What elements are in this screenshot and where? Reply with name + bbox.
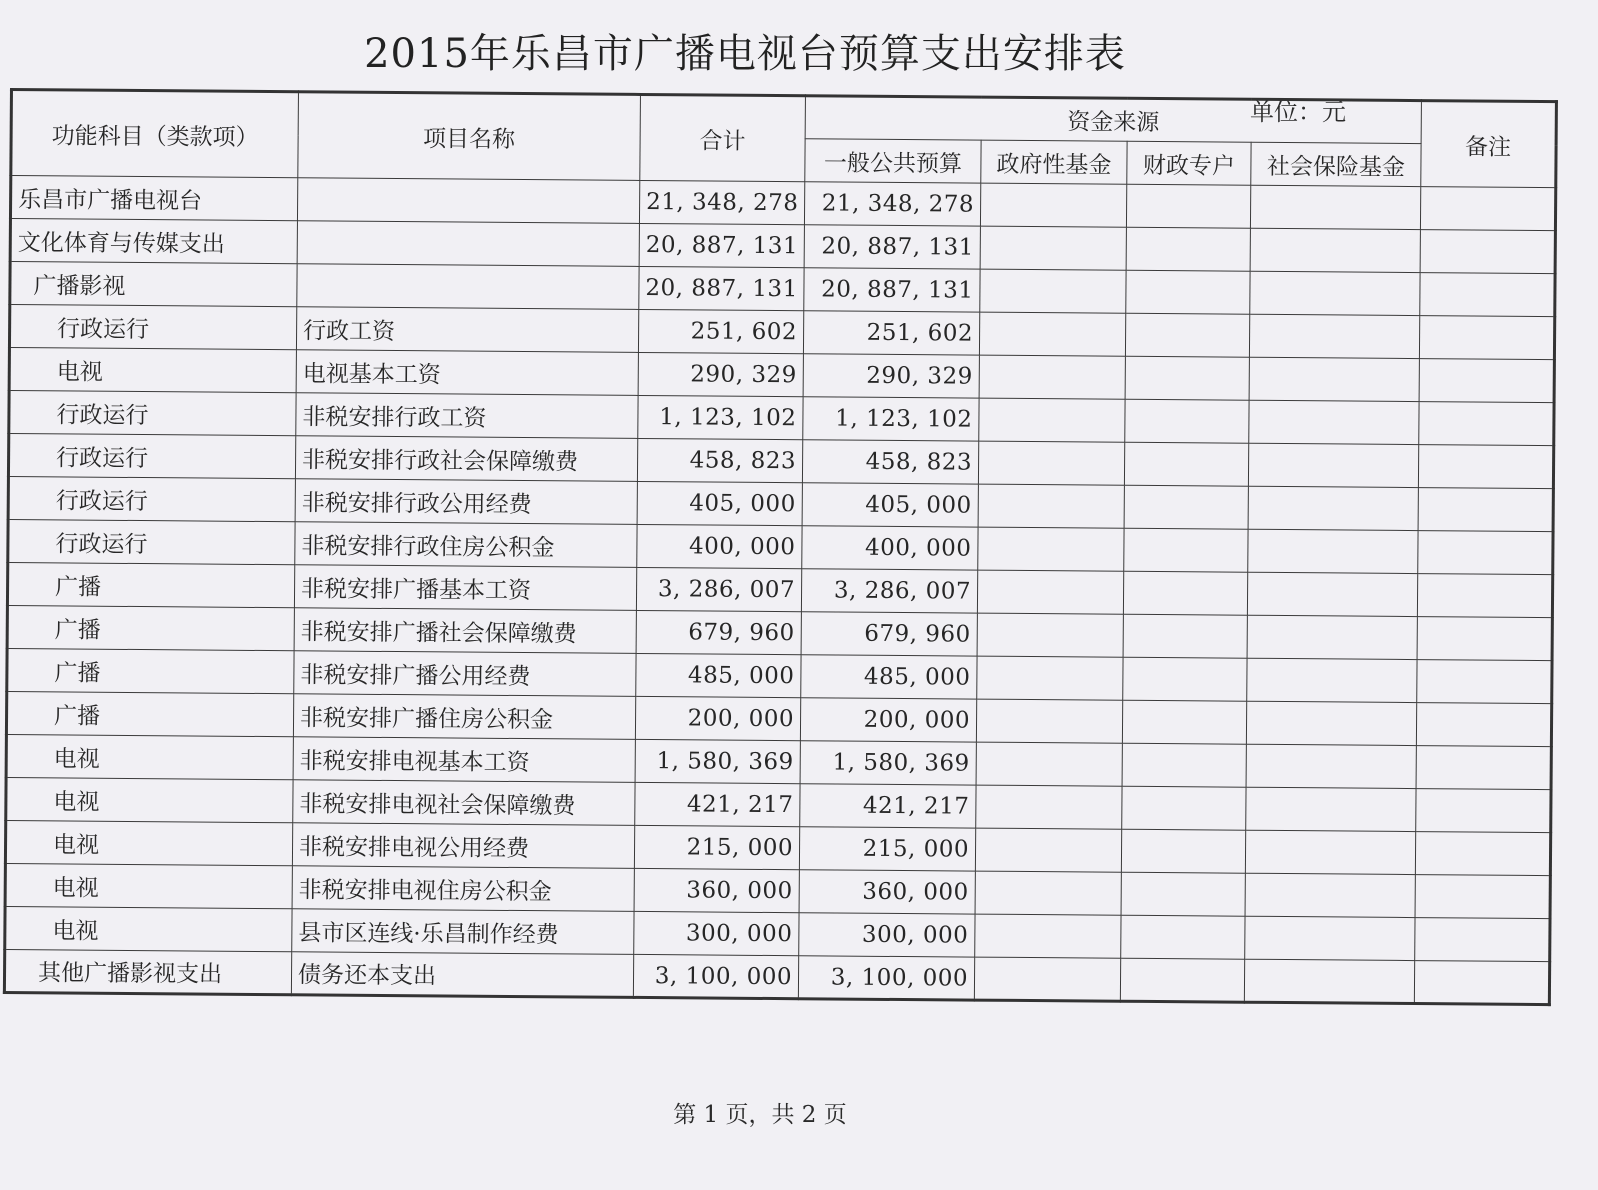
cell-social-fund xyxy=(1246,744,1416,788)
page-title: 2015年乐昌市广播电视台预算支出安排表 xyxy=(364,31,1126,77)
cell-general-budget: 360, 000 xyxy=(799,870,975,914)
header-row-top xyxy=(11,90,1556,145)
cell-remark xyxy=(1414,961,1549,1005)
cell-total: 251, 602 xyxy=(638,309,803,353)
cell-finance-special xyxy=(1123,571,1247,615)
cell-remark xyxy=(1416,789,1551,833)
cell-social-fund xyxy=(1245,916,1415,960)
cell-social-fund xyxy=(1250,271,1420,315)
cell-gov-fund xyxy=(978,441,1124,485)
unit-label: 单位：元 xyxy=(1250,98,1346,126)
cell-social-fund xyxy=(1248,486,1418,530)
header-subject: 功能科目（类款项） xyxy=(11,90,299,178)
cell-gov-fund xyxy=(980,183,1126,227)
cell-gov-fund xyxy=(977,656,1123,700)
cell-total: 21, 348, 278 xyxy=(639,180,804,224)
cell-general-budget: 458, 823 xyxy=(802,440,978,484)
cell-subject: 其他广播影视支出 xyxy=(4,949,291,994)
cell-project: 非税安排行政工资 xyxy=(296,393,638,439)
cell-project: 非税安排广播社会保障缴费 xyxy=(294,608,636,654)
cell-general-budget: 485, 000 xyxy=(801,655,977,699)
cell-finance-special xyxy=(1121,829,1245,873)
cell-finance-special xyxy=(1122,700,1246,744)
cell-total: 360, 000 xyxy=(634,868,799,912)
cell-general-budget: 20, 887, 131 xyxy=(804,225,980,269)
cell-subject: 电视 xyxy=(6,777,293,822)
cell-social-fund xyxy=(1244,959,1414,1003)
cell-gov-fund xyxy=(977,613,1123,657)
cell-social-fund xyxy=(1249,400,1419,444)
cell-gov-fund xyxy=(976,699,1122,743)
cell-project: 债务还本支出 xyxy=(291,952,633,998)
cell-total: 3, 286, 007 xyxy=(636,567,801,611)
cell-gov-fund xyxy=(978,527,1124,571)
cell-subject: 广播影视 xyxy=(10,262,297,307)
cell-remark xyxy=(1420,273,1555,317)
cell-general-budget: 400, 000 xyxy=(802,526,978,570)
cell-gov-fund xyxy=(976,742,1122,786)
cell-social-fund xyxy=(1248,443,1418,487)
header-funding-source: 资金来源 xyxy=(805,96,1421,144)
cell-total: 290, 329 xyxy=(638,352,803,396)
header-general-budget: 一般公共预算 xyxy=(805,139,981,183)
budget-table-wrapper xyxy=(3,88,1555,1006)
cell-project: 非税安排电视住房公积金 xyxy=(292,866,634,912)
cell-general-budget: 3, 100, 000 xyxy=(798,956,974,1000)
cell-remark xyxy=(1416,703,1551,747)
cell-finance-special xyxy=(1126,270,1250,314)
cell-finance-special xyxy=(1126,184,1250,228)
cell-total: 400, 000 xyxy=(637,524,802,568)
cell-remark xyxy=(1419,316,1554,360)
cell-gov-fund xyxy=(980,269,1126,313)
cell-subject: 行政运行 xyxy=(9,305,296,350)
cell-subject: 文化体育与传媒支出 xyxy=(10,219,297,264)
cell-social-fund xyxy=(1247,572,1417,616)
cell-subject: 电视 xyxy=(6,734,293,779)
cell-general-budget: 1, 580, 369 xyxy=(800,741,976,785)
cell-social-fund xyxy=(1246,787,1416,831)
cell-project: 非税安排电视公用经费 xyxy=(292,823,634,869)
cell-project: 非税安排行政社会保障缴费 xyxy=(295,436,637,482)
cell-finance-special xyxy=(1121,872,1245,916)
cell-total: 679, 960 xyxy=(636,610,801,654)
cell-gov-fund xyxy=(974,957,1120,1001)
cell-total: 20, 887, 131 xyxy=(639,223,804,267)
cell-gov-fund xyxy=(977,570,1123,614)
cell-social-fund xyxy=(1245,873,1415,917)
cell-remark xyxy=(1417,574,1552,618)
cell-remark xyxy=(1418,488,1553,532)
cell-remark xyxy=(1419,402,1554,446)
cell-project: 非税安排广播公用经费 xyxy=(294,651,636,697)
cell-general-budget: 20, 887, 131 xyxy=(804,268,980,312)
cell-finance-special xyxy=(1123,657,1247,701)
cell-total: 405, 000 xyxy=(637,481,802,525)
cell-subject: 行政运行 xyxy=(8,476,295,521)
cell-social-fund xyxy=(1245,830,1415,874)
cell-social-fund xyxy=(1248,529,1418,573)
page-footer: 第 1 页，共 2 页 xyxy=(673,1102,847,1128)
cell-general-budget: 300, 000 xyxy=(799,913,975,957)
cell-remark xyxy=(1415,918,1550,962)
cell-finance-special xyxy=(1125,356,1249,400)
cell-project: 非税安排电视社会保障缴费 xyxy=(293,780,635,826)
cell-total: 1, 580, 369 xyxy=(635,739,800,783)
cell-gov-fund xyxy=(976,785,1122,829)
cell-remark xyxy=(1420,230,1555,274)
cell-general-budget: 215, 000 xyxy=(799,827,975,871)
cell-gov-fund xyxy=(975,871,1121,915)
cell-subject: 行政运行 xyxy=(8,434,295,479)
cell-subject: 电视 xyxy=(5,863,292,908)
cell-gov-fund xyxy=(975,828,1121,872)
cell-gov-fund xyxy=(979,398,1125,442)
cell-general-budget: 3, 286, 007 xyxy=(801,569,977,613)
cell-finance-special xyxy=(1121,915,1245,959)
cell-total: 1, 123, 102 xyxy=(638,395,803,439)
cell-subject: 广播 xyxy=(7,562,294,607)
cell-total: 20, 887, 131 xyxy=(639,266,804,310)
cell-project: 非税安排行政住房公积金 xyxy=(295,522,637,568)
cell-finance-special xyxy=(1124,485,1248,529)
cell-social-fund xyxy=(1250,185,1420,229)
cell-remark xyxy=(1418,531,1553,575)
cell-general-budget: 251, 602 xyxy=(803,311,979,355)
cell-project: 行政工资 xyxy=(296,307,638,353)
cell-finance-special xyxy=(1122,743,1246,787)
cell-finance-special xyxy=(1126,227,1250,271)
cell-total: 3, 100, 000 xyxy=(633,954,798,998)
cell-total: 421, 217 xyxy=(635,782,800,826)
cell-remark xyxy=(1417,617,1552,661)
header-project: 项目名称 xyxy=(298,92,641,181)
budget-table xyxy=(3,88,1558,1006)
cell-remark xyxy=(1418,445,1553,489)
cell-general-budget: 290, 329 xyxy=(803,354,979,398)
cell-remark xyxy=(1419,359,1554,403)
cell-gov-fund xyxy=(978,484,1124,528)
cell-subject: 电视 xyxy=(9,348,296,393)
cell-project xyxy=(297,178,639,224)
cell-gov-fund xyxy=(975,914,1121,958)
cell-finance-special xyxy=(1125,399,1249,443)
cell-general-budget: 21, 348, 278 xyxy=(804,182,980,226)
cell-remark xyxy=(1417,660,1552,704)
cell-project: 县市区连线·乐昌制作经费 xyxy=(292,909,634,955)
cell-general-budget: 1, 123, 102 xyxy=(803,397,979,441)
cell-gov-fund xyxy=(979,312,1125,356)
cell-total: 458, 823 xyxy=(637,438,802,482)
cell-subject: 电视 xyxy=(5,906,292,951)
cell-remark xyxy=(1415,875,1550,919)
cell-subject: 广播 xyxy=(7,648,294,693)
cell-finance-special xyxy=(1124,442,1248,486)
cell-general-budget: 421, 217 xyxy=(800,784,976,828)
cell-finance-special xyxy=(1125,313,1249,357)
cell-subject: 行政运行 xyxy=(8,519,295,564)
cell-subject: 广播 xyxy=(7,605,294,650)
cell-remark xyxy=(1420,187,1555,231)
budget-table-body xyxy=(4,176,1555,1005)
header-remark: 备注 xyxy=(1421,101,1557,188)
cell-project xyxy=(297,264,639,310)
cell-project: 电视基本工资 xyxy=(296,350,638,396)
cell-subject: 电视 xyxy=(5,820,292,865)
cell-total: 200, 000 xyxy=(635,696,800,740)
cell-project: 非税安排广播基本工资 xyxy=(294,565,636,611)
cell-social-fund xyxy=(1247,658,1417,702)
cell-social-fund xyxy=(1250,228,1420,272)
cell-social-fund xyxy=(1246,701,1416,745)
cell-subject: 乐昌市广播电视台 xyxy=(10,176,297,221)
cell-total: 485, 000 xyxy=(636,653,801,697)
cell-project: 非税安排广播住房公积金 xyxy=(293,694,635,740)
cell-subject: 广播 xyxy=(6,691,293,736)
cell-social-fund xyxy=(1247,615,1417,659)
header-social-fund: 社会保险基金 xyxy=(1251,142,1421,186)
cell-social-fund xyxy=(1249,314,1419,358)
cell-finance-special xyxy=(1120,958,1244,1002)
cell-finance-special xyxy=(1122,786,1246,830)
cell-remark xyxy=(1415,832,1550,876)
cell-finance-special xyxy=(1124,528,1248,572)
cell-remark xyxy=(1416,746,1551,790)
cell-total: 300, 000 xyxy=(634,911,799,955)
cell-total: 215, 000 xyxy=(634,825,799,869)
cell-social-fund xyxy=(1249,357,1419,401)
header-gov-fund: 政府性基金 xyxy=(981,140,1127,184)
cell-project xyxy=(297,221,639,267)
cell-gov-fund xyxy=(980,226,1126,270)
cell-project: 非税安排电视基本工资 xyxy=(293,737,635,783)
cell-general-budget: 679, 960 xyxy=(801,612,977,656)
cell-general-budget: 200, 000 xyxy=(800,698,976,742)
cell-gov-fund xyxy=(979,355,1125,399)
cell-finance-special xyxy=(1123,614,1247,658)
header-total: 合计 xyxy=(640,94,806,181)
cell-project: 非税安排行政公用经费 xyxy=(295,479,637,525)
header-finance-special: 财政专户 xyxy=(1127,141,1251,185)
cell-general-budget: 405, 000 xyxy=(802,483,978,527)
cell-subject: 行政运行 xyxy=(9,391,296,436)
